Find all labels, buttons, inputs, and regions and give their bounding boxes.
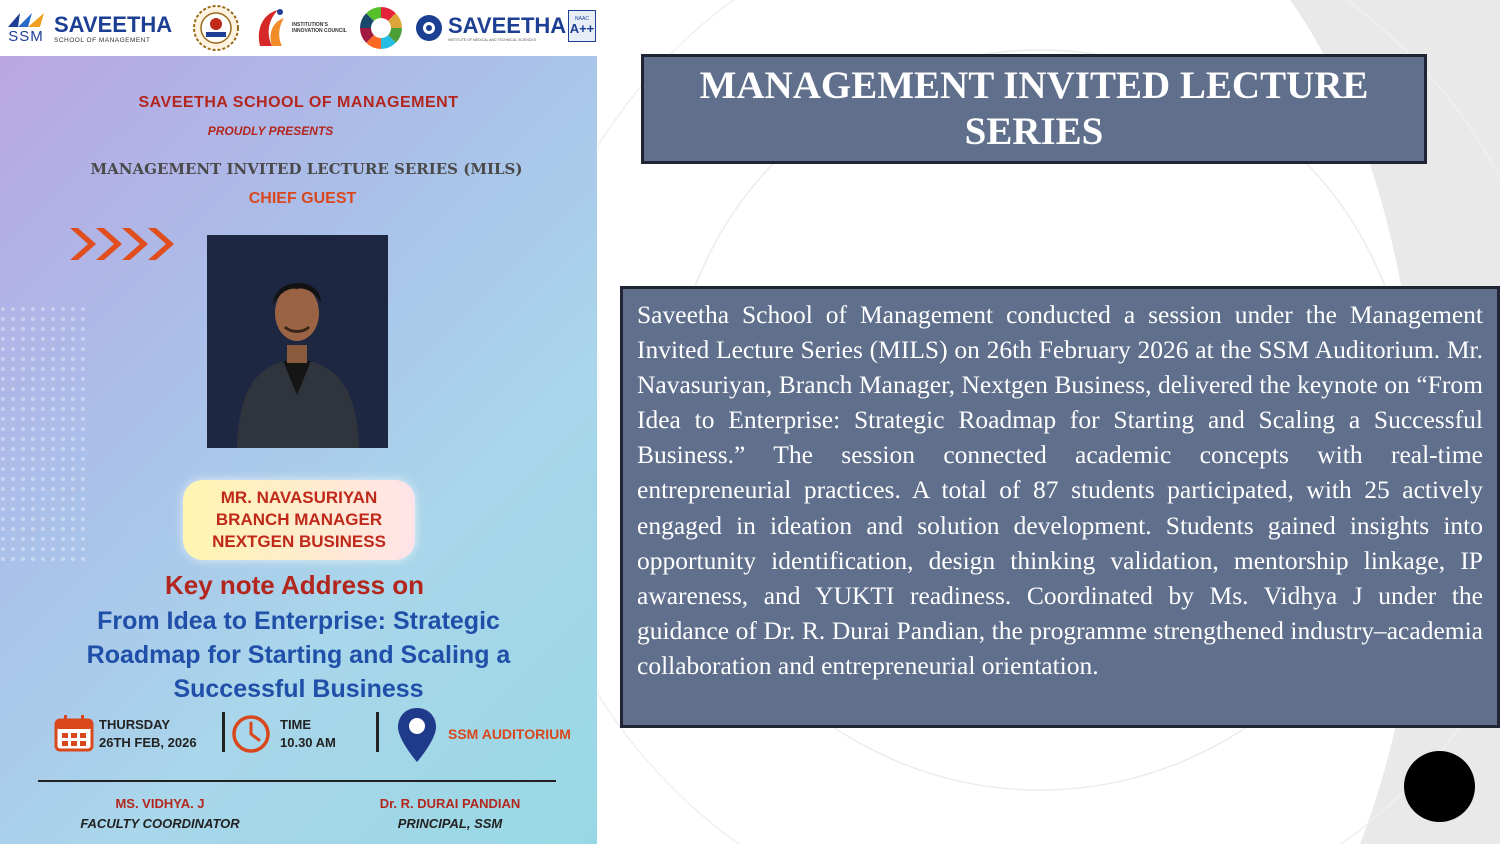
- guest-company: NEXTGEN BUSINESS: [212, 532, 386, 551]
- principal-name: Dr. R. DURAI PANDIAN: [379, 796, 521, 811]
- saveetha-brand-name: SAVEETHA: [448, 13, 567, 38]
- time-label: TIME: [280, 717, 312, 732]
- topic-line: Successful Business: [173, 675, 424, 703]
- dot-pattern: [0, 306, 90, 566]
- principal-role: PRINCIPAL, SSM: [397, 816, 503, 831]
- ssm-logo: [4, 4, 184, 52]
- poster-series: MANAGEMENT INVITED LECTURE SERIES (MILS): [90, 160, 523, 178]
- slide-title: MANAGEMENT INVITED LECTURE SERIES: [699, 64, 1369, 153]
- calendar-icon: [54, 714, 94, 752]
- naac-grade: A++: [569, 21, 595, 36]
- naac-badge: [568, 10, 596, 42]
- iic-logo: [254, 4, 350, 52]
- divider: [222, 712, 225, 752]
- sdg-logo: [358, 4, 406, 52]
- saveetha-brand-subtitle: INSTITUTE OF MEDICAL AND TECHNICAL SCIENCES: [448, 38, 536, 42]
- iqac-logo: [192, 4, 242, 52]
- chief-guest-label: CHIEF GUEST: [248, 190, 357, 207]
- clock-icon: [231, 714, 271, 754]
- ssm-abbr: SSM: [8, 28, 44, 45]
- poster-presents: PROUDLY PRESENTS: [207, 124, 334, 138]
- ssm-brand-name: SAVEETHA: [54, 11, 173, 37]
- sdg-wheel-icon: [358, 5, 404, 51]
- event-venue: SSM AUDITORIUM: [448, 726, 571, 742]
- keynote-topic: [0, 604, 597, 706]
- keynote-label: Key note Address on: [164, 570, 425, 600]
- guest-designation: BRANCH MANAGER: [215, 510, 383, 529]
- guest-portrait-icon: [207, 235, 388, 448]
- slide-nav-dot[interactable]: [1404, 751, 1475, 822]
- event-poster: [0, 56, 597, 844]
- naac-label: NAAC: [575, 16, 589, 22]
- slide-title-box: [641, 54, 1427, 164]
- ssm-swoosh-icon: [6, 11, 46, 29]
- saveetha-gear-icon: [414, 13, 444, 43]
- logo-strip: [0, 0, 600, 56]
- event-info-row: [0, 704, 597, 760]
- event-date-value: 26TH FEB, 2026: [99, 735, 197, 750]
- poster-school: SAVEETHA SCHOOL OF MANAGEMENT: [138, 94, 459, 111]
- slide-body-box: [620, 286, 1500, 728]
- event-day: THURSDAY: [99, 717, 171, 732]
- guest-card: [183, 480, 415, 560]
- event-time: [280, 716, 336, 752]
- slide-body-text: Saveetha School of Management conducted a session under the Management Invited Lecture Series (MILS) on 26th February 2026 at the SSM Auditorium. Mr. Navasuriyan, Branch Manager, Nextgen Business, delivered the keynote on “From Idea to Enterprise: Strategic Roadmap for Starting and Scaling a Successful Business.” The session connected academic concepts with real-time entrepreneurial practices. A total of 87 students participated, with 25 actively engaged in ideation and solution development. Students gained insights into opportunity identification, design thinking validation, mentorship linkage, IP awareness, and YUKTI readiness. Coordinated by Ms. Vidhya J under the guidance of Dr. R. Durai Pandian, the programme strengthened industry–academia collaboration and entrepreneurial orientation.: [637, 300, 1483, 680]
- time-value: 10.30 AM: [280, 735, 336, 750]
- guest-name: MR. NAVASURIYAN: [220, 488, 378, 507]
- signature-rule: [38, 780, 556, 782]
- iic-text: INSTITUTION'S INNOVATION COUNCIL: [292, 22, 347, 34]
- coordinator-signature: [60, 794, 260, 834]
- event-date: [99, 716, 197, 752]
- ssm-brand-subtitle: SCHOOL OF MANAGEMENT: [54, 36, 151, 44]
- iic-emblem-icon: [254, 6, 288, 50]
- coordinator-role: FACULTY COORDINATOR: [80, 816, 240, 831]
- topic-line: Roadmap for Starting and Scaling a: [86, 641, 511, 669]
- coordinator-name: MS. VIDHYA. J: [115, 796, 205, 811]
- topic-line: From Idea to Enterprise: Strategic: [97, 607, 500, 635]
- iqac-seal-icon: [192, 4, 240, 52]
- principal-signature: [350, 794, 550, 834]
- divider: [376, 712, 379, 752]
- location-pin-icon: [396, 706, 438, 764]
- chevrons-icon: [66, 224, 186, 264]
- guest-photo: [207, 235, 388, 448]
